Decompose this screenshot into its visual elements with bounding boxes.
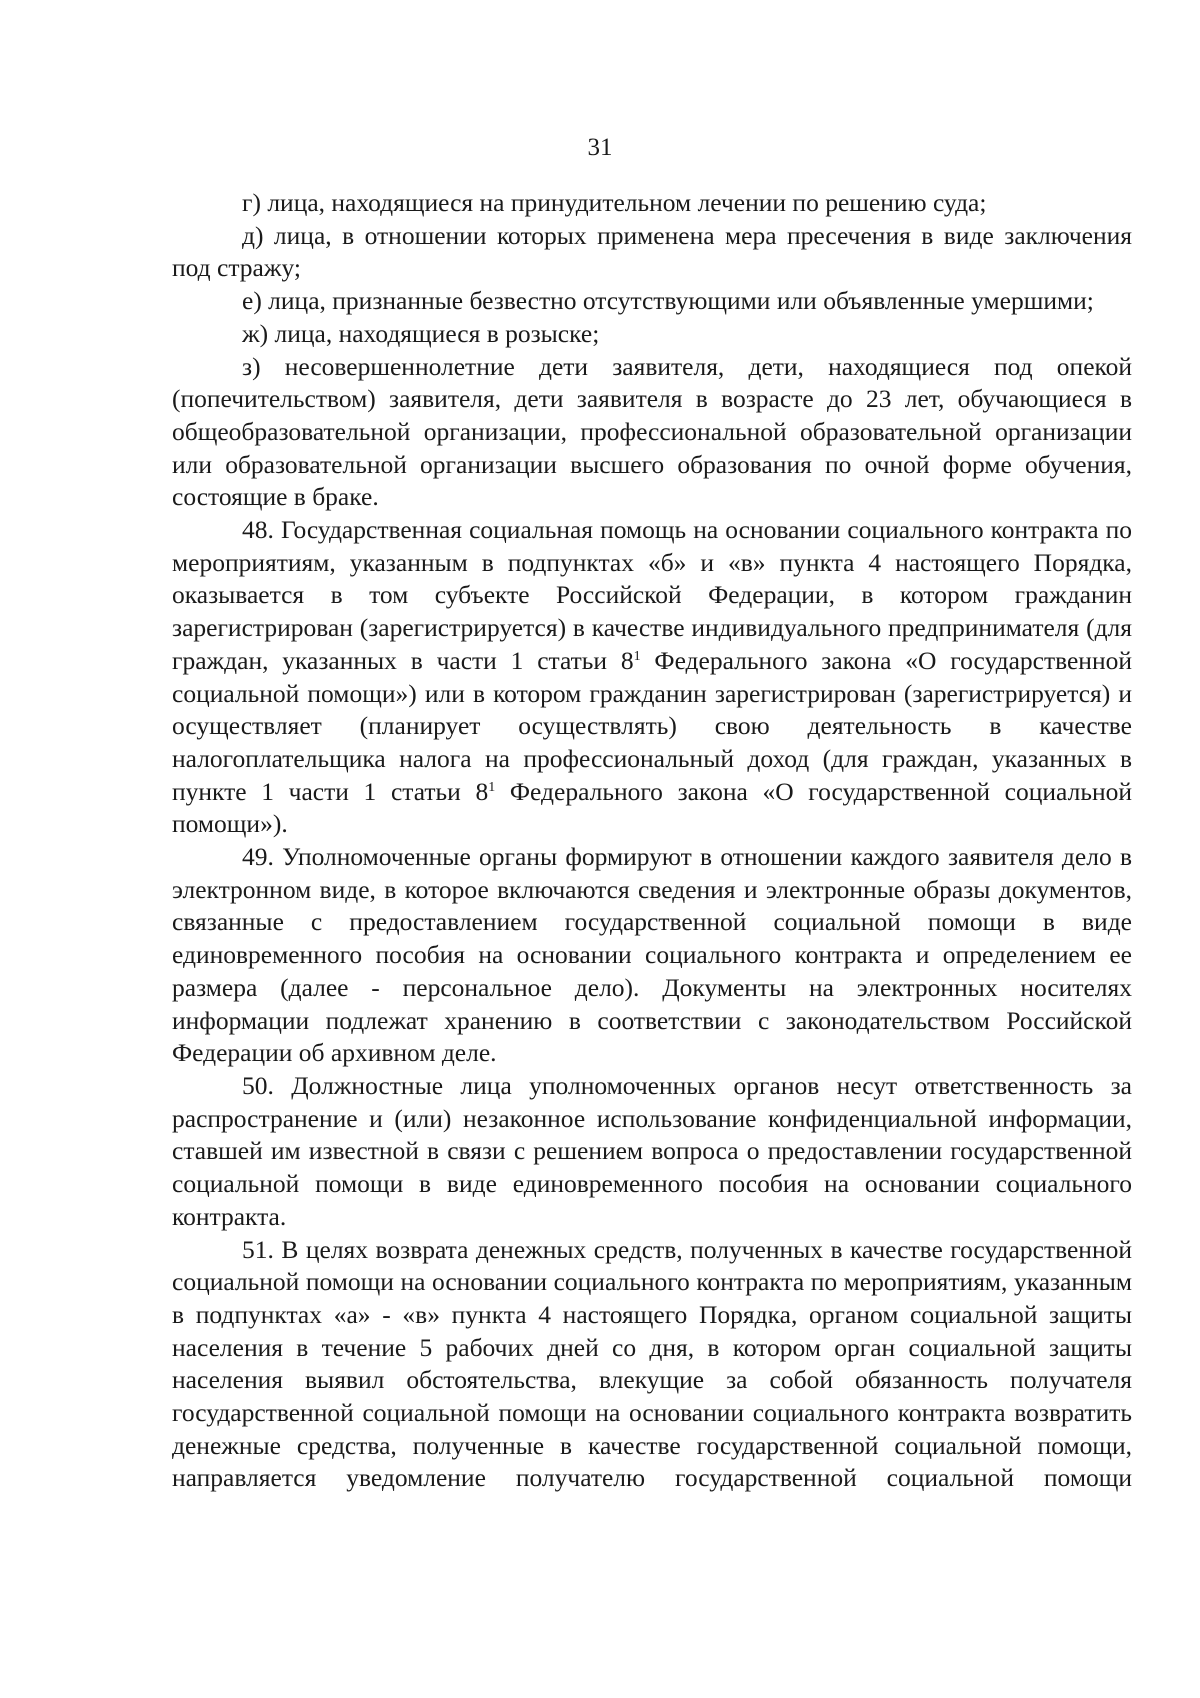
- paragraph-item-e: е) лица, признанные безвестно отсутствующими или объявленные умершими;: [242, 286, 1094, 316]
- paragraph-item-d: д) лица, в отношении которых применена мера пресечения в виде заключения под стражу;: [172, 220, 1132, 283]
- paragraph-48-text-1: 48. Государственная социальная помощь на основании социального контракта по мероприятиям, указанным в подпунктах «б» и «в» пункта 4 настоящего Порядка, оказывается в том субъекте Российской Федерации, в котором гражданин зарегистрирован (зарегистрируется) в качестве индивидуального предпринимателя (для граждан, указанных в части 1 статьи 8: [172, 515, 1132, 675]
- paragraph-49: 49. Уполномоченные органы формируют в отношении каждого заявителя дело в электронном виде, в которое включаются сведения и электронные образы документов, связанные с предоставлением государственной социальной помощи в виде единовременного пособия на основании социального контракта и определением ее размера (далее - персональное дело). Документы на электронных носителях информации подлежат хранению в соответствии с законодательством Российской Федерации об архивном деле.: [172, 842, 1132, 1068]
- paragraph-51: 51. В целях возврата денежных средств, полученных в качестве государственной социальной помощи на основании социального контракта по мероприятиям, указанным в подпунктах «а» - «в» пункта 4 настоящего Порядка, органом социальной защиты населения в течение 5 рабочих дней со дня, в котором орган социальной защиты населения выявил обстоятельства, влекущие за собой обязанность получателя государственной социальной помощи на основании социального контракта возвратить денежные средства, полученные в качестве государственной социальной помощи, направляется уведомление получателю государственной социальной помощи: [172, 1234, 1132, 1493]
- paragraph-48-text-2: Федерального закона «О государственной социальной помощи») или в котором гражданин зарегистрирован (зарегистрируется) и осуществляет (планирует осуществлять) свою деятельность в качестве налогоплательщика налога на профессиональный доход (для граждан, указанных в пункте 1 части 1 статьи 8: [172, 645, 1132, 806]
- page-number: 31: [587, 134, 613, 161]
- paragraph-item-zh: ж) лица, находящиеся в розыске;: [242, 318, 600, 348]
- superscript-2: 1: [488, 779, 496, 795]
- paragraph-item-g: г) лица, находящиеся на принудительном лечении по решению суда;: [242, 188, 987, 217]
- document-body: [172, 187, 1132, 1495]
- paragraph-item-z: з) несовершеннолетние дети заявителя, дети, находящиеся под опекой (попечительством) заявителя, дети заявителя в возрасте до 23 лет, обучающиеся в общеобразовательной организации, профессиональной образовательной организации или образовательной организации высшего образования по очной форме обучения, состоящие в браке.: [172, 351, 1132, 512]
- superscript-1: 1: [633, 648, 641, 664]
- paragraph-50: 50. Должностные лица уполномоченных органов несут ответственность за распространение и (или) незаконное использование конфиденциальной информации, ставшей им известной в связи с решением вопроса о предоставлении государственной социальной помощи в виде единовременного пособия на основании социального контракта.: [172, 1070, 1132, 1231]
- paragraph-48: [172, 514, 1132, 841]
- paragraph-48-text-3: Федерального закона «О государственной социальной помощи»).: [172, 776, 1132, 839]
